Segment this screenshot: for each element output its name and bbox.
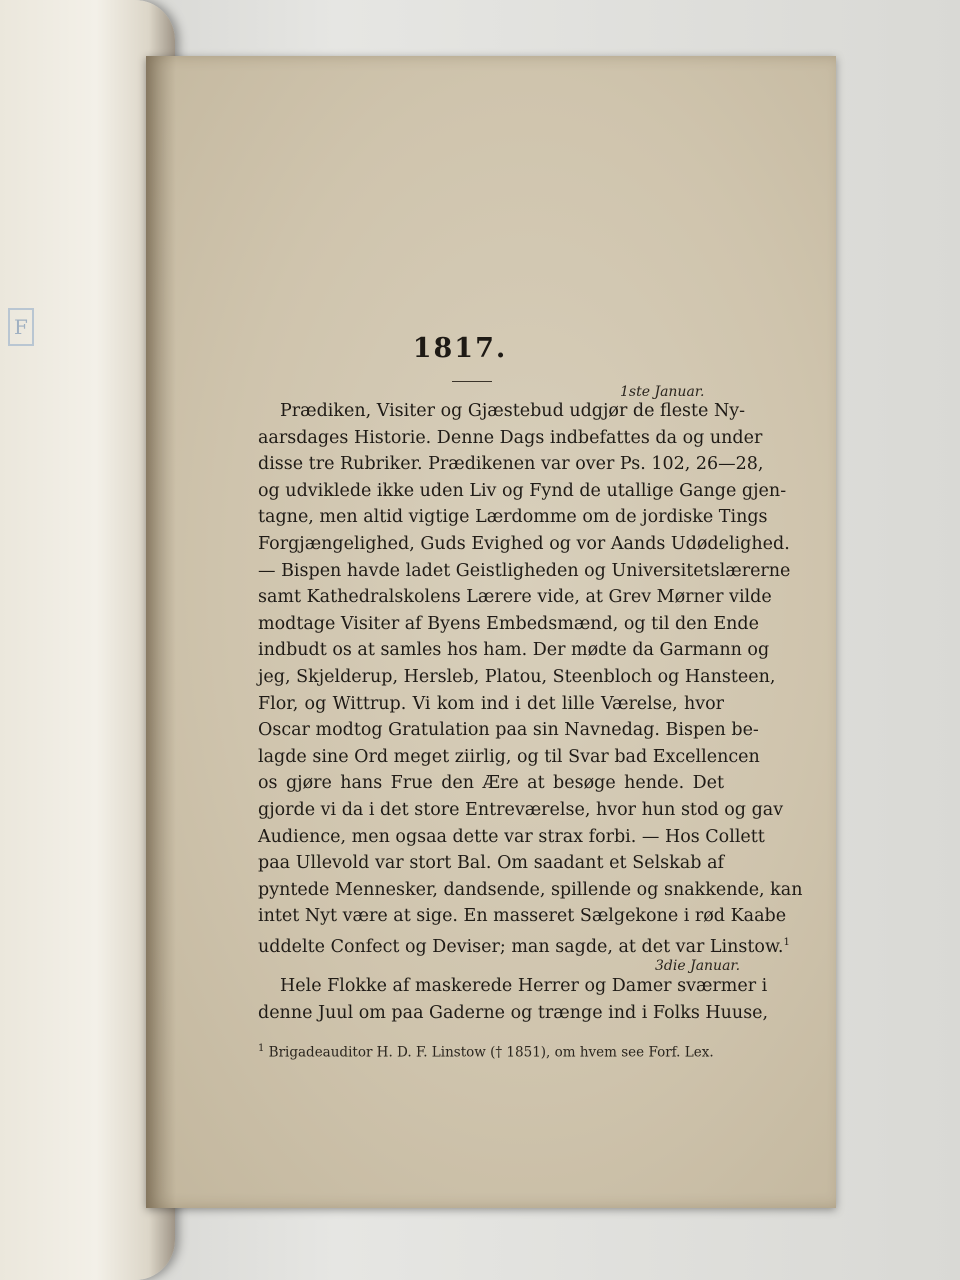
footnote — [258, 1043, 724, 1061]
text-line: lagde sine Ord meget ziirlig, og til Svar bad Excellencen — [258, 746, 760, 767]
text-line: — Bispen havde ladet Geistligheden og Universitetslærerne — [258, 560, 791, 581]
text-line: Flor, og Wittrup. Vi kom ind i det lille Værelse, hvor — [258, 693, 724, 714]
text-line: pyntede Mennesker, dandsende, spillende og snakkende, kan — [258, 879, 803, 900]
text-line: Oscar modtog Gratulation paa sin Navnedag. Bispen be- — [258, 720, 759, 741]
text-line: Prædiken, Visiter og Gjæstebud udgjør de fleste Ny- — [280, 401, 746, 421]
text-line: og udviklede ikke uden Liv og Fynd de utallige Gange gjen- — [258, 480, 787, 501]
date-note-second: 3die Januar. — [655, 958, 741, 974]
gutter-shadow — [146, 56, 176, 1208]
paragraph-2 — [258, 973, 769, 1026]
left-page-stamp-icon: F — [8, 308, 34, 346]
text-line: Audience, men ogsaa dette var strax forbi. — Hos Collett — [258, 826, 765, 847]
text-line: indbudt os at samles hos ham. Der mødte da Garmann og — [258, 640, 770, 661]
text-line: denne Juul om paa Gaderne og trænge ind i Folks Huuse, — [258, 1002, 769, 1023]
text-line: samt Kathedralskolens Lærere vide, at Grev Mørner vilde — [258, 587, 772, 608]
text-line: aarsdages Historie. Denne Dags indbefattes da og under — [258, 427, 763, 448]
text-line: disse tre Rubriker. Prædikenen var over Ps. 102, 26—28, — [258, 454, 764, 475]
chapter-year-heading: 1817. — [412, 333, 508, 364]
footnote-text: Brigadeauditor H. D. F. Linstow († 1851), om hvem see Forf. Lex. — [268, 1044, 714, 1061]
text-line: Hele Flokke af maskerede Herrer og Damer sværmer i — [280, 976, 768, 996]
text-line: os gjøre hans Frue den Ære at besøge hende. Det — [258, 773, 724, 794]
date-note-first: 1ste Januar. — [620, 384, 705, 400]
text-line: uddelte Confect og Deviser; man sagde, at det var Linstow. — [258, 936, 784, 957]
text-line: tagne, men altid vigtige Lærdomme om de jordiske Tings — [258, 507, 768, 528]
footnote-number: 1 — [258, 1043, 265, 1054]
text-line: intet Nyt være at sige. En masseret Sælgekone i rød Kaabe — [258, 906, 787, 927]
heading-rule — [452, 381, 492, 382]
text-line: gjorde vi da i det store Entreværelse, hvor hun stod og gav — [258, 799, 784, 820]
text-line: Forgjængelighed, Guds Evighed og vor Aands Udødelighed. — [258, 533, 790, 554]
text-line: modtage Visiter af Byens Embedsmænd, og til den Ende — [258, 613, 759, 634]
paragraph-1 — [258, 398, 803, 957]
text-line-with-footnote — [258, 930, 790, 957]
footnote-marker: 1 — [783, 936, 790, 948]
text-line: jeg, Skjelderup, Hersleb, Platou, Steenbloch og Hansteen, — [258, 666, 776, 687]
text-line: paa Ullevold var stort Bal. Om saadant et Selskab af — [258, 853, 724, 874]
